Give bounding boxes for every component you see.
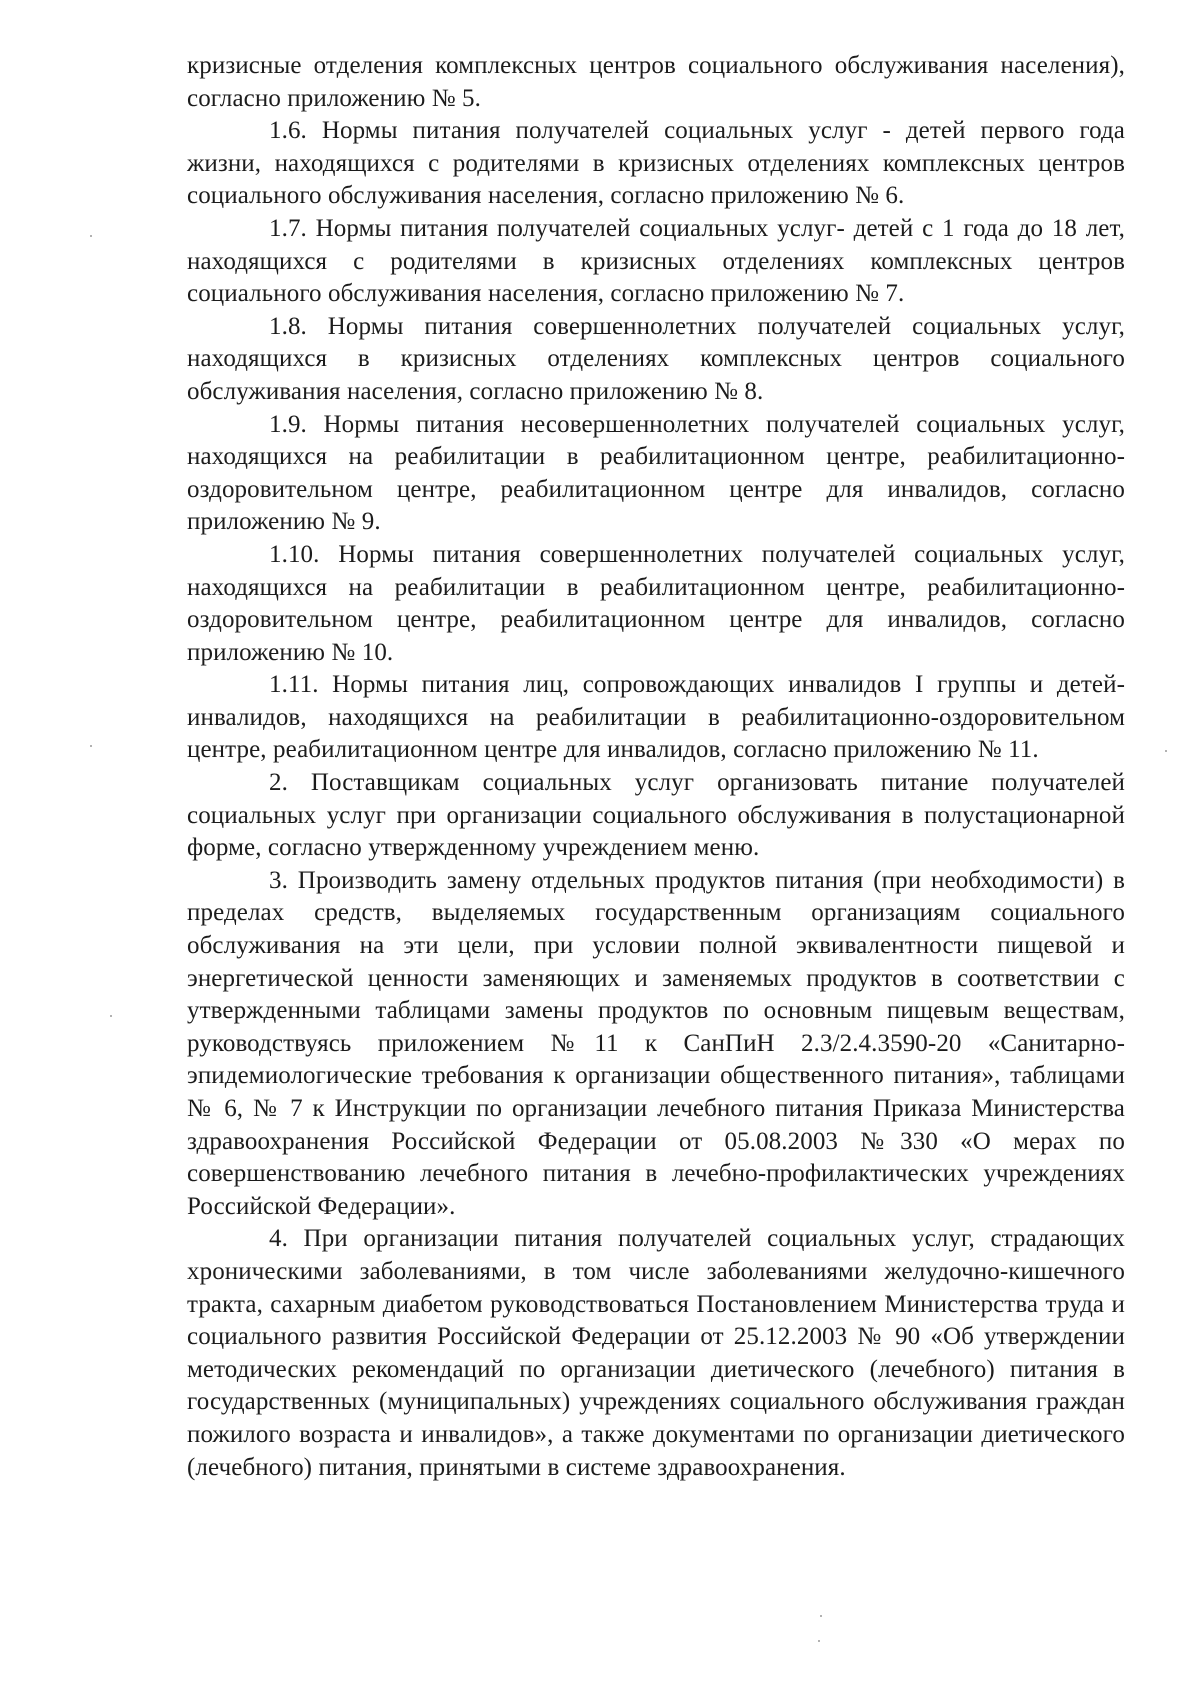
paragraph-1-11: 1.11. Нормы питания лиц, сопровождающих инвалидов I группы и детей-инвалидов, находящихся на реабилитации в реабилитационно-оздоровительном центре, реабилитационном центре для инвалидов, согласно приложению № 11.: [187, 671, 1125, 764]
scan-speck: [90, 235, 92, 237]
paragraph-2: 2. Поставщикам социальных услуг организовать питание получателей социальных услуг при организации социального обслуживания в полустационарной форме, согласно утвержденному учреждением меню.: [187, 769, 1125, 862]
scan-speck: [818, 1640, 820, 1642]
document-body: [187, 50, 1125, 1484]
paragraph-continuation: кризисные отделения комплексных центров социального обслуживания населения), согласно приложению № 5.: [187, 52, 1125, 112]
paragraph-4: 4. При организации питания получателей социальных услуг, страдающих хроническими заболеваниями, в том числе заболеваниями желудочно-кишечного тракта, сахарным диабетом руководствоваться Постановлением Министерства труда и социального развития Российской Федерации от 25.12.2003 № 90 «Об утверждении методических рекомендаций по организации диетического (лечебного) питания в государственных (муниципальных) учреждениях социального обслуживания граждан пожилого возраста и инвалидов», а также документами по организации диетического (лечебного) питания, принятыми в системе здравоохранения.: [187, 1225, 1125, 1481]
paragraph-3: 3. Производить замену отдельных продуктов питания (при необходимости) в пределах средств, выделяемых государственным организациям социального обслуживания на эти цели, при условии полной эквивалентности пищевой и энергетической ценности заменяющих и заменяемых продуктов в соответствии с утвержденными таблицами замены продуктов по основным пищевым веществам, руководствуясь приложением №11 к СанПиН 2.3/2.4.3590-20 «Санитарно-эпидемиологические требования к организации общественного питания», таблицами № 6, № 7 к Инструкции по организации лечебного питания Приказа Министерства здравоохранения Российской Федерации от 05.08.2003 №330 «О мерах по совершенствованию лечебного питания в лечебно-профилактических учреждениях Российской Федерации».: [187, 866, 1125, 1220]
scan-speck: [90, 745, 92, 747]
paragraph-1-6: 1.6. Нормы питания получателей социальных услуг - детей первого года жизни, находящихся с родителями в кризисных отделениях комплексных центров социального обслуживания населения, согласно приложению № 6.: [187, 117, 1125, 210]
paragraph-1-7: 1.7. Нормы питания получателей социальных услуг- детей с 1 года до 18 лет, находящихся с родителями в кризисных отделениях комплексных центров социального обслуживания населения, согласно приложению № 7.: [187, 214, 1125, 308]
scan-speck: [110, 1015, 112, 1017]
paragraph-1-8: 1.8. Нормы питания совершеннолетних получателей социальных услуг, находящихся в кризисных отделениях комплексных центров социального обслуживания населения, согласно приложению № 8.: [187, 312, 1125, 405]
paragraph-1-9: 1.9. Нормы питания несовершеннолетних получателей социальных услуг, находящихся на реабилитации в реабилитационном центре, реабилитационно-оздоровительном центре, реабилитационном центре для инвалидов, согласно приложению № 9.: [187, 410, 1125, 536]
paragraph-1-10: 1.10. Нормы питания совершеннолетних получателей социальных услуг, находящихся на реабилитации в реабилитационном центре, реабилитационно-оздоровительном центре, реабилитационном центре для инвалидов, согласно приложению № 10.: [187, 540, 1125, 666]
scan-speck: [820, 1615, 822, 1617]
scan-speck: [1165, 750, 1167, 752]
